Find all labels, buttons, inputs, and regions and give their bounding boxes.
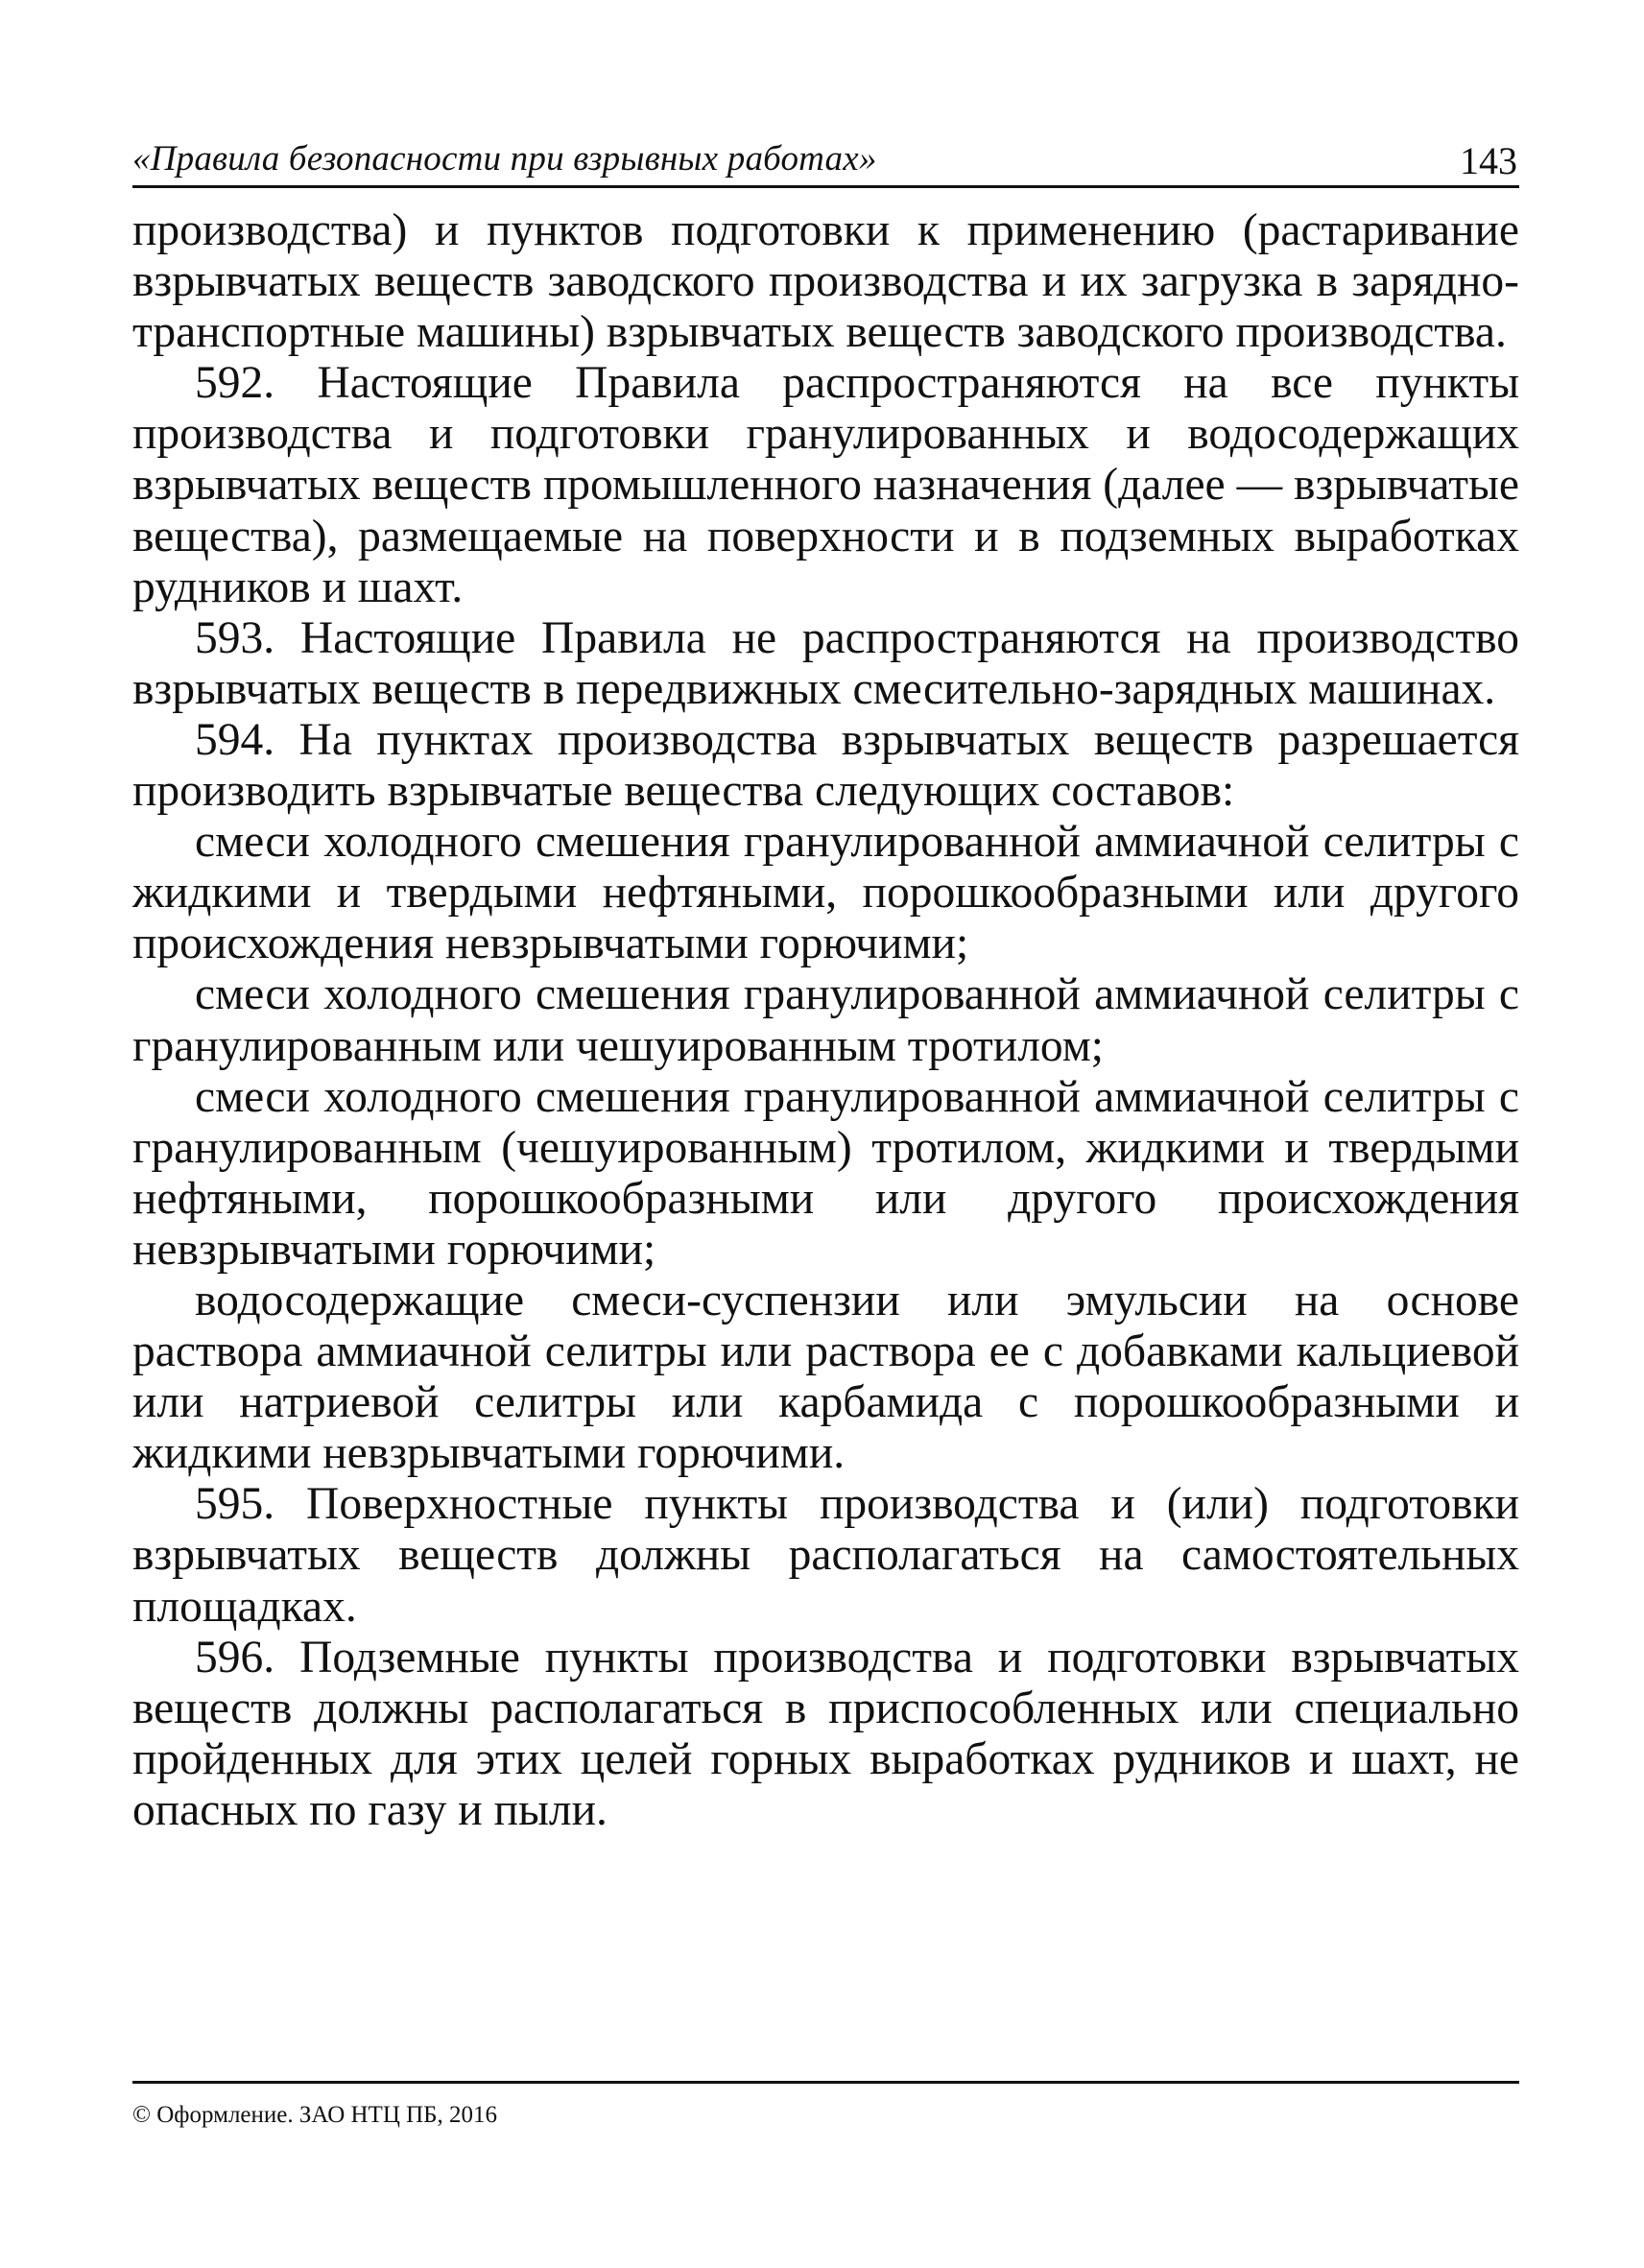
paragraph-594: 594. На пунктах производства взрывчатых веществ разрешается производить взрывчатые вещества следующих составов: <box>132 714 1519 817</box>
footer-copyright: © Оформление. ЗАО НТЦ ПБ, 2016 <box>132 2102 498 2128</box>
page-number: 143 <box>1460 139 1517 182</box>
paragraph-592: 592. Настоящие Правила распространяются на все пункты производства и подготовки гранулированных и водосодержащих взрывчатых веществ промышленного назначения (далее — взрывчатые вещества), размещаемые на поверхности и в подземных выработках рудников и шахт. <box>132 358 1519 612</box>
paragraph-593: 593. Настоящие Правила не распространяются на производство взрывчатых веществ в передвижных смесительно-зарядных машинах. <box>132 612 1519 714</box>
header-title: «Правила безопасности при взрывных работах» <box>132 139 877 179</box>
list-item-mixture-4: водосодержащие смеси-суспензии или эмульсии на основе раствора аммиачной селитры или раствора ее с добавками кальциевой или натриевой селитры или карбамида с порошкообразными и жидкими невзрывчатыми горючими. <box>132 1275 1519 1479</box>
paragraph-continuation: производства) и пунктов подготовки к применению (растаривание взрывчатых веществ заводского производства и их загрузка в зарядно-транспортные машины) взрывчатых веществ заводского производства. <box>132 205 1519 358</box>
paragraph-595: 595. Поверхностные пункты производства и (или) подготовки взрывчатых веществ должны располагаться на самостоятельных площадках. <box>132 1479 1519 1632</box>
paragraph-596: 596. Подземные пункты производства и подготовки взрывчатых веществ должны располагаться в приспособленных или специально пройденных для этих целей горных выработках рудников и шахт, не опасных по газу и пыли. <box>132 1632 1519 1835</box>
list-item-mixture-2: смеси холодного смешения гранулированной аммиачной селитры с гранулированным или чешуированным тротилом; <box>132 969 1519 1071</box>
list-item-mixture-3: смеси холодного смешения гранулированной аммиачной селитры с гранулированным (чешуированным) тротилом, жидкими и твердыми нефтяными, порошкообразными или другого происхождения невзрывчатыми горючими; <box>132 1071 1519 1275</box>
running-header <box>132 130 1519 188</box>
footer-divider <box>132 2081 1519 2084</box>
list-item-mixture-1: смеси холодного смешения гранулированной аммиачной селитры с жидкими и твердыми нефтяными, порошкообразными или другого происхождения невзрывчатыми горючими; <box>132 817 1519 969</box>
body-text <box>132 205 1519 1836</box>
